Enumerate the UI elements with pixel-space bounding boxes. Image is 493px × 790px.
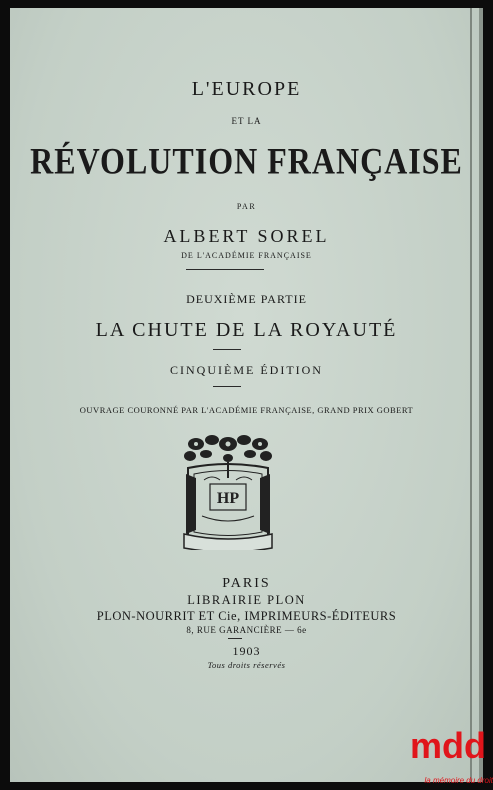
emblem-monogram: HP	[216, 490, 240, 507]
prize-note: OUVRAGE COURONNÉ PAR L'ACADÉMIE FRANÇAISE, GRAND PRIX GOBERT	[79, 405, 414, 415]
title-line-2: ET LA	[231, 116, 262, 126]
divider-1	[186, 269, 264, 270]
edition-label: CINQUIÈME ÉDITION	[170, 363, 323, 377]
divider-4	[228, 638, 242, 639]
page-edge	[470, 8, 472, 782]
watermark-tagline: la mémoire du droit	[424, 776, 493, 785]
volume-subtitle: LA CHUTE DE LA ROYAUTÉ	[95, 319, 398, 341]
title-line-1: L'EUROPE	[191, 78, 302, 100]
publisher-emblem-icon	[182, 434, 274, 550]
part-label: DEUXIÈME PARTIE	[186, 292, 307, 306]
author-name: ALBERT SOREL	[163, 226, 330, 246]
by-label: PAR	[236, 202, 257, 211]
imprint-printer: PLON-NOURRIT ET Cie, IMPRIMEURS-ÉDITEURS	[96, 609, 397, 623]
divider-2	[213, 349, 241, 350]
mdd-logo-icon	[410, 726, 490, 766]
svg-text:mdd: mdd	[410, 726, 486, 766]
imprint-city: PARIS	[222, 576, 271, 591]
imprint-address: 8, RUE GARANCIÈRE — 6e	[186, 625, 307, 635]
main-title: RÉVOLUTION FRANÇAISE	[30, 140, 463, 182]
imprint-publisher: LIBRAIRIE PLON	[187, 593, 306, 607]
author-affiliation: DE L'ACADÉMIE FRANÇAISE	[181, 251, 312, 260]
title-page	[10, 8, 483, 782]
rights-notice: Tous droits réservés	[207, 660, 286, 670]
imprint-year: 1903	[232, 644, 261, 658]
divider-3	[213, 386, 241, 387]
